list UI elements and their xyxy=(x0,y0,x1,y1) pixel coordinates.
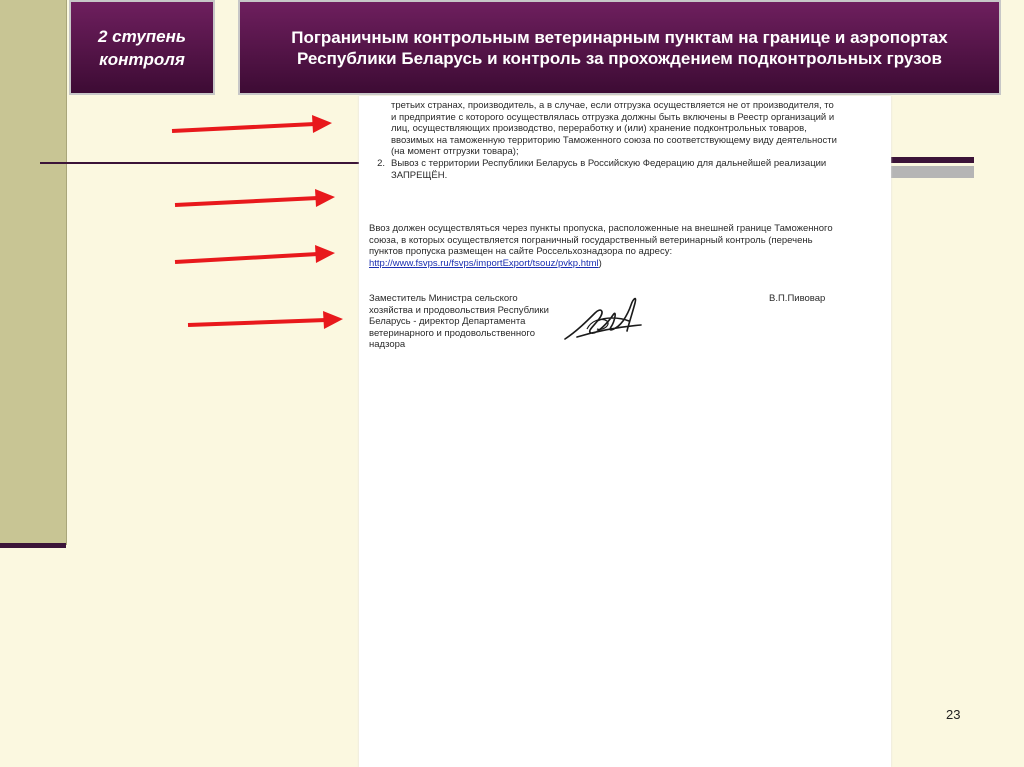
item1-continued-text: третьих странах, производитель, а в случае, если отгрузка осуществляется не от производителя, то и предприятие с которого осуществлялась отгрузка должны быть включены в Реестр организаций и лиц, осуществляющих производство, переработку и (или) хранение подконтрольных товаров, ввозимых на таможенную территорию Таможенного союза по соответствующему виду деятельности (на момент отгрузки товара); xyxy=(391,100,837,158)
import-paragraph-text: Ввоз должен осуществляться через пункты пропуска, расположенные на внешней границе Таможенного союза, в которых осуществляется пограничный государственный ветеринарный контроль (перечень пунктов пропуска размещен на сайте Россельхознадзора по адресу: xyxy=(369,223,833,258)
item2-text: Вывоз с территории Республики Беларусь в Российскую Федерацию для дальнейшей реализации ЗАПРЕЩЁН. xyxy=(391,157,827,181)
link-suffix: ) xyxy=(598,257,602,269)
document-scan xyxy=(359,96,891,767)
horizontal-rule-right-grey xyxy=(890,166,974,178)
left-sidebar-bar xyxy=(0,0,67,545)
item2-number: 2. xyxy=(377,157,385,169)
red-arrow-icon xyxy=(186,308,351,338)
stage-label: 2 ступень контроля xyxy=(98,26,186,69)
horizontal-rule-right-dark xyxy=(890,157,974,163)
signatory-position: Заместитель Министра сельского хозяйства и продовольствия Республики Беларусь - директор Департамента ветеринарного и продовольственного надзора xyxy=(369,293,549,351)
signature-block xyxy=(369,293,839,363)
slide-title: Пограничным контрольным ветеринарным пунктам на границе и аэропортах Республики Беларусь и контроль за прохождением подконтрольных грузов xyxy=(291,27,948,68)
import-paragraph xyxy=(369,223,839,269)
document-item-1 xyxy=(369,100,839,181)
red-arrow-icon xyxy=(173,244,338,274)
slide-title-box xyxy=(238,0,1001,95)
page-number: 23 xyxy=(946,707,961,722)
stage-label-box xyxy=(69,0,215,95)
signatory-name: В.П.Пивовар xyxy=(769,293,826,304)
red-arrow-icon xyxy=(173,186,338,216)
horizontal-rule-left xyxy=(40,162,360,164)
fsvps-link[interactable]: http://www.fsvps.ru/fsvps/importExport/tsouz/pvkp.html xyxy=(369,257,599,269)
left-sidebar-base-line xyxy=(0,543,66,548)
red-arrow-icon xyxy=(170,112,335,142)
handwritten-signature xyxy=(557,291,657,351)
